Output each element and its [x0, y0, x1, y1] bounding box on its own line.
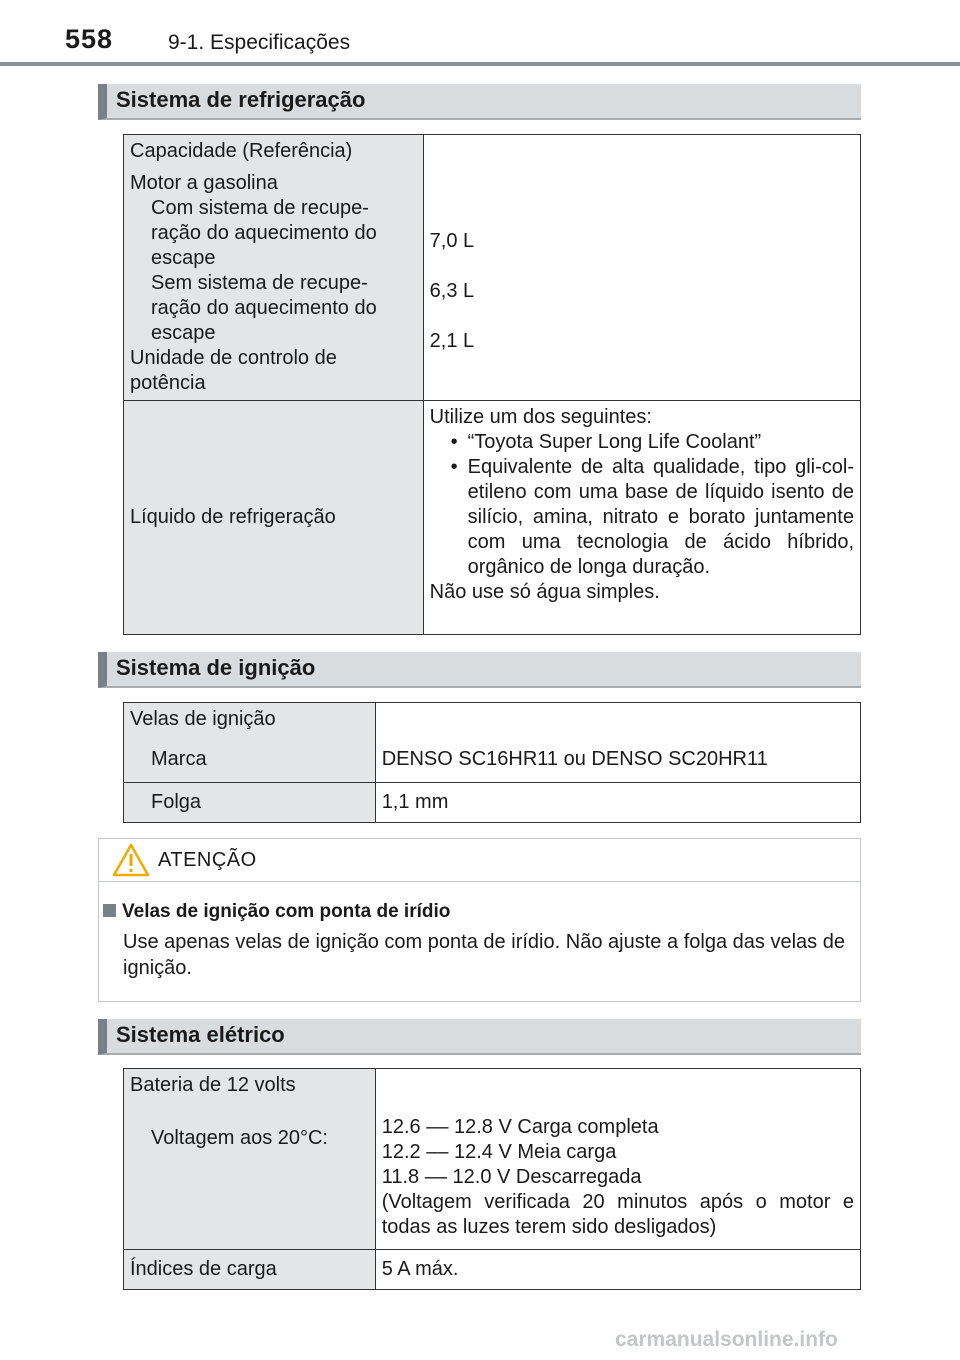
voltage-note: (Voltagem verificada 20 minutos após o motor e todas as luzes terem sido desligados) [381, 1191, 854, 1238]
voltage-discharged: 11.8 –– 12.0 V Descarregada [381, 1166, 642, 1188]
without-recovery-line: escape [151, 322, 216, 344]
without-recovery-line: ração do aquecimento do [151, 297, 377, 319]
charge-value-cell [375, 1250, 860, 1290]
page-header [0, 0, 960, 66]
table-row [124, 703, 861, 783]
warning-triangle-icon [112, 843, 150, 877]
page-number: 558 [65, 24, 114, 54]
coolant-option: Equivalente de alta qualidade, tipo gli-col-etileno com uma base de líquido isento de silício, amina, nitrato e borato juntamente com uma tecnologia de ácido híbrido, orgânico de longa duração. [467, 456, 854, 578]
coolant-note: Não use só água simples. [429, 581, 660, 603]
with-recovery-line: escape [151, 247, 216, 269]
warning-title: ATENÇÃO [158, 849, 257, 871]
section-title: Sistema de refrigeração [116, 87, 366, 112]
coolant-value-cell [423, 401, 860, 635]
gasoline-engine-label: Motor a gasolina [130, 172, 278, 194]
voltage-values-cell [375, 1069, 860, 1250]
gap-label: Folga [151, 791, 202, 813]
warning-subtitle-row [103, 901, 450, 923]
voltage-full: 12.6 –– 12.8 V Carga completa [381, 1116, 659, 1138]
battery-label: Bateria de 12 volts [130, 1074, 296, 1096]
electrical-table [123, 1068, 861, 1290]
value-without-recovery: 6,3 L [429, 280, 475, 302]
header-rule [0, 62, 960, 66]
table-row [124, 135, 861, 401]
square-bullet-icon [103, 904, 116, 917]
gap-value-cell [375, 783, 860, 823]
table-row [124, 401, 861, 635]
bullet-icon: • [450, 456, 458, 478]
pcu-line: potência [130, 372, 206, 394]
plugs-label: Velas de ignição [130, 708, 276, 730]
with-recovery-line: ração do aquecimento do [151, 222, 377, 244]
section-electrical-heading [98, 1019, 861, 1055]
ignition-table [123, 702, 861, 823]
plugs-label-cell [124, 703, 376, 783]
battery-label-cell [124, 1069, 376, 1250]
coolant-intro: Utilize um dos seguintes: [429, 406, 652, 428]
section-ignition-heading [98, 652, 861, 688]
gap-value: 1,1 mm [381, 791, 449, 813]
without-recovery-line: Sem sistema de recupe- [151, 272, 368, 294]
capacity-values-cell [423, 135, 860, 401]
warning-body: Use apenas velas de ignição com ponta de irídio. Não ajuste a folga das velas de ignição. [123, 931, 845, 979]
charge-value: 5 A máx. [381, 1258, 459, 1280]
bullet-icon: • [450, 431, 458, 453]
section-title: Sistema de ignição [116, 655, 316, 680]
chapter-title: 9-1. Especificações [168, 31, 351, 54]
warning-box [98, 838, 861, 1002]
section-cooling-heading [98, 84, 861, 120]
brand-value-cell [375, 703, 860, 783]
warning-subtitle: Velas de ignição com ponta de irídio [122, 901, 451, 922]
table-row [124, 1250, 861, 1290]
with-recovery-line: Com sistema de recupe- [151, 197, 369, 219]
section-title: Sistema elétrico [116, 1022, 285, 1047]
cooling-table [123, 134, 861, 635]
value-pcu: 2,1 L [429, 330, 475, 352]
brand-value: DENSO SC16HR11 ou DENSO SC20HR11 [381, 748, 768, 770]
coolant-option: “Toyota Super Long Life Coolant” [467, 431, 762, 453]
watermark: carmanualsonline.info [615, 1328, 838, 1351]
charge-label: Índices de carga [130, 1258, 277, 1280]
value-with-recovery: 7,0 L [429, 230, 475, 252]
gap-label-cell [124, 783, 376, 823]
list-item [430, 455, 854, 580]
warning-header [99, 839, 860, 882]
charge-label-cell [124, 1250, 376, 1290]
coolant-label-cell [124, 401, 424, 635]
capacity-label: Capacidade (Referência) [130, 140, 353, 162]
voltage-label: Voltagem aos 20°C: [151, 1127, 328, 1149]
voltage-half: 12.2 –– 12.4 V Meia carga [381, 1141, 617, 1163]
pcu-line: Unidade de controlo de [130, 347, 337, 369]
list-item [430, 430, 854, 455]
brand-label: Marca [151, 748, 207, 770]
table-row [124, 1069, 861, 1250]
coolant-label: Líquido de refrigeração [130, 506, 336, 528]
table-row [124, 783, 861, 823]
capacity-label-cell [124, 135, 424, 401]
